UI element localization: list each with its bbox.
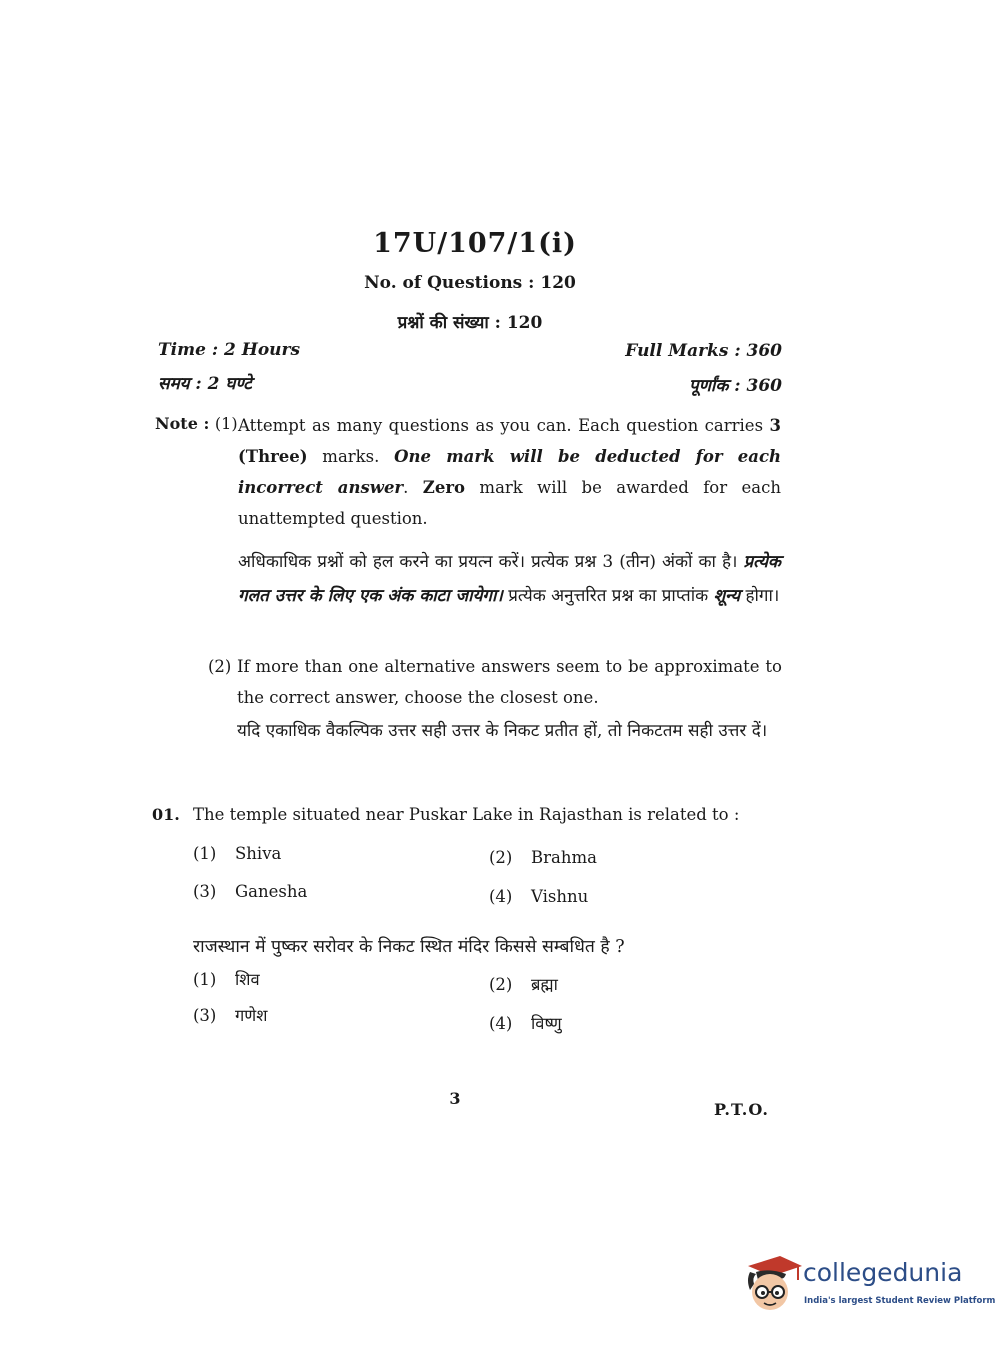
option-en-3: (3) Ganesha <box>193 882 308 901</box>
note-2-number: (2) <box>208 657 232 676</box>
time-hi: समय : 2 घण्टे <box>158 374 252 394</box>
question-text-hi: राजस्थान में पुष्कर सरोवर के निकट स्थित मंदिर किससे सम्बधित है ? <box>193 937 625 957</box>
time-en: Time : 2 Hours <box>158 340 301 360</box>
option-hi-4: (4) विष्णु <box>489 1014 562 1033</box>
option-en-1: (1) Shiva <box>193 844 282 863</box>
page-number: 3 <box>449 1089 461 1108</box>
watermark-tagline: India's largest Student Review Platform <box>804 1296 996 1306</box>
question-text-en: The temple situated near Puskar Lake in Rajasthan is related to : <box>193 805 740 824</box>
marks-hi: पूर्णांक : 360 <box>688 376 782 396</box>
option-en-4: (4) Vishnu <box>489 887 589 906</box>
collegedunia-mascot-icon <box>740 1250 804 1316</box>
note-1-hindi: अधिकाधिक प्रश्नों को हल करने का प्रयत्न करें। प्रत्येक प्रश्न 3 (तीन) अंकों का है। प्रत्येक गलत उत्तर के लिए एक अंक काटा जायेगा। प्रत्येक अनुत्तरित प्रश्न का प्राप्तांक शून्य होगा। <box>238 552 781 606</box>
num-questions-hi: प्रश्नों की संख्या : 120 <box>397 313 543 333</box>
num-questions-en: No. of Questions : 120 <box>364 273 576 293</box>
question-number: 01. <box>152 805 180 824</box>
option-hi-2: (2) ब्रह्मा <box>489 975 558 994</box>
note-label: Note : (1) <box>155 414 238 433</box>
pto-label: P.T.O. <box>714 1100 769 1119</box>
option-hi-3: (3) गणेश <box>193 1006 268 1025</box>
note-2-english: If more than one alternative answers seem to be approximate to the correct answer, choose the closest one. <box>237 657 782 707</box>
option-hi-1: (1) शिव <box>193 970 260 989</box>
paper-code: 17U/107/1(i) <box>373 228 577 259</box>
watermark-brand: collegedunia <box>803 1258 963 1287</box>
option-en-2: (2) Brahma <box>489 848 597 867</box>
marks-en: Full Marks : 360 <box>625 341 782 361</box>
note-2-hindi: यदि एकाधिक वैकल्पिक उत्तर सही उत्तर के निकट प्रतीत हों, तो निकटतम सही उत्तर दें। <box>237 721 768 741</box>
note-1-english: Attempt as many questions as you can. Each question carries 3 (Three) marks. One mark will be deducted for each incorrect answer. Zero mark will be awarded for each unattempted question. <box>238 416 781 528</box>
